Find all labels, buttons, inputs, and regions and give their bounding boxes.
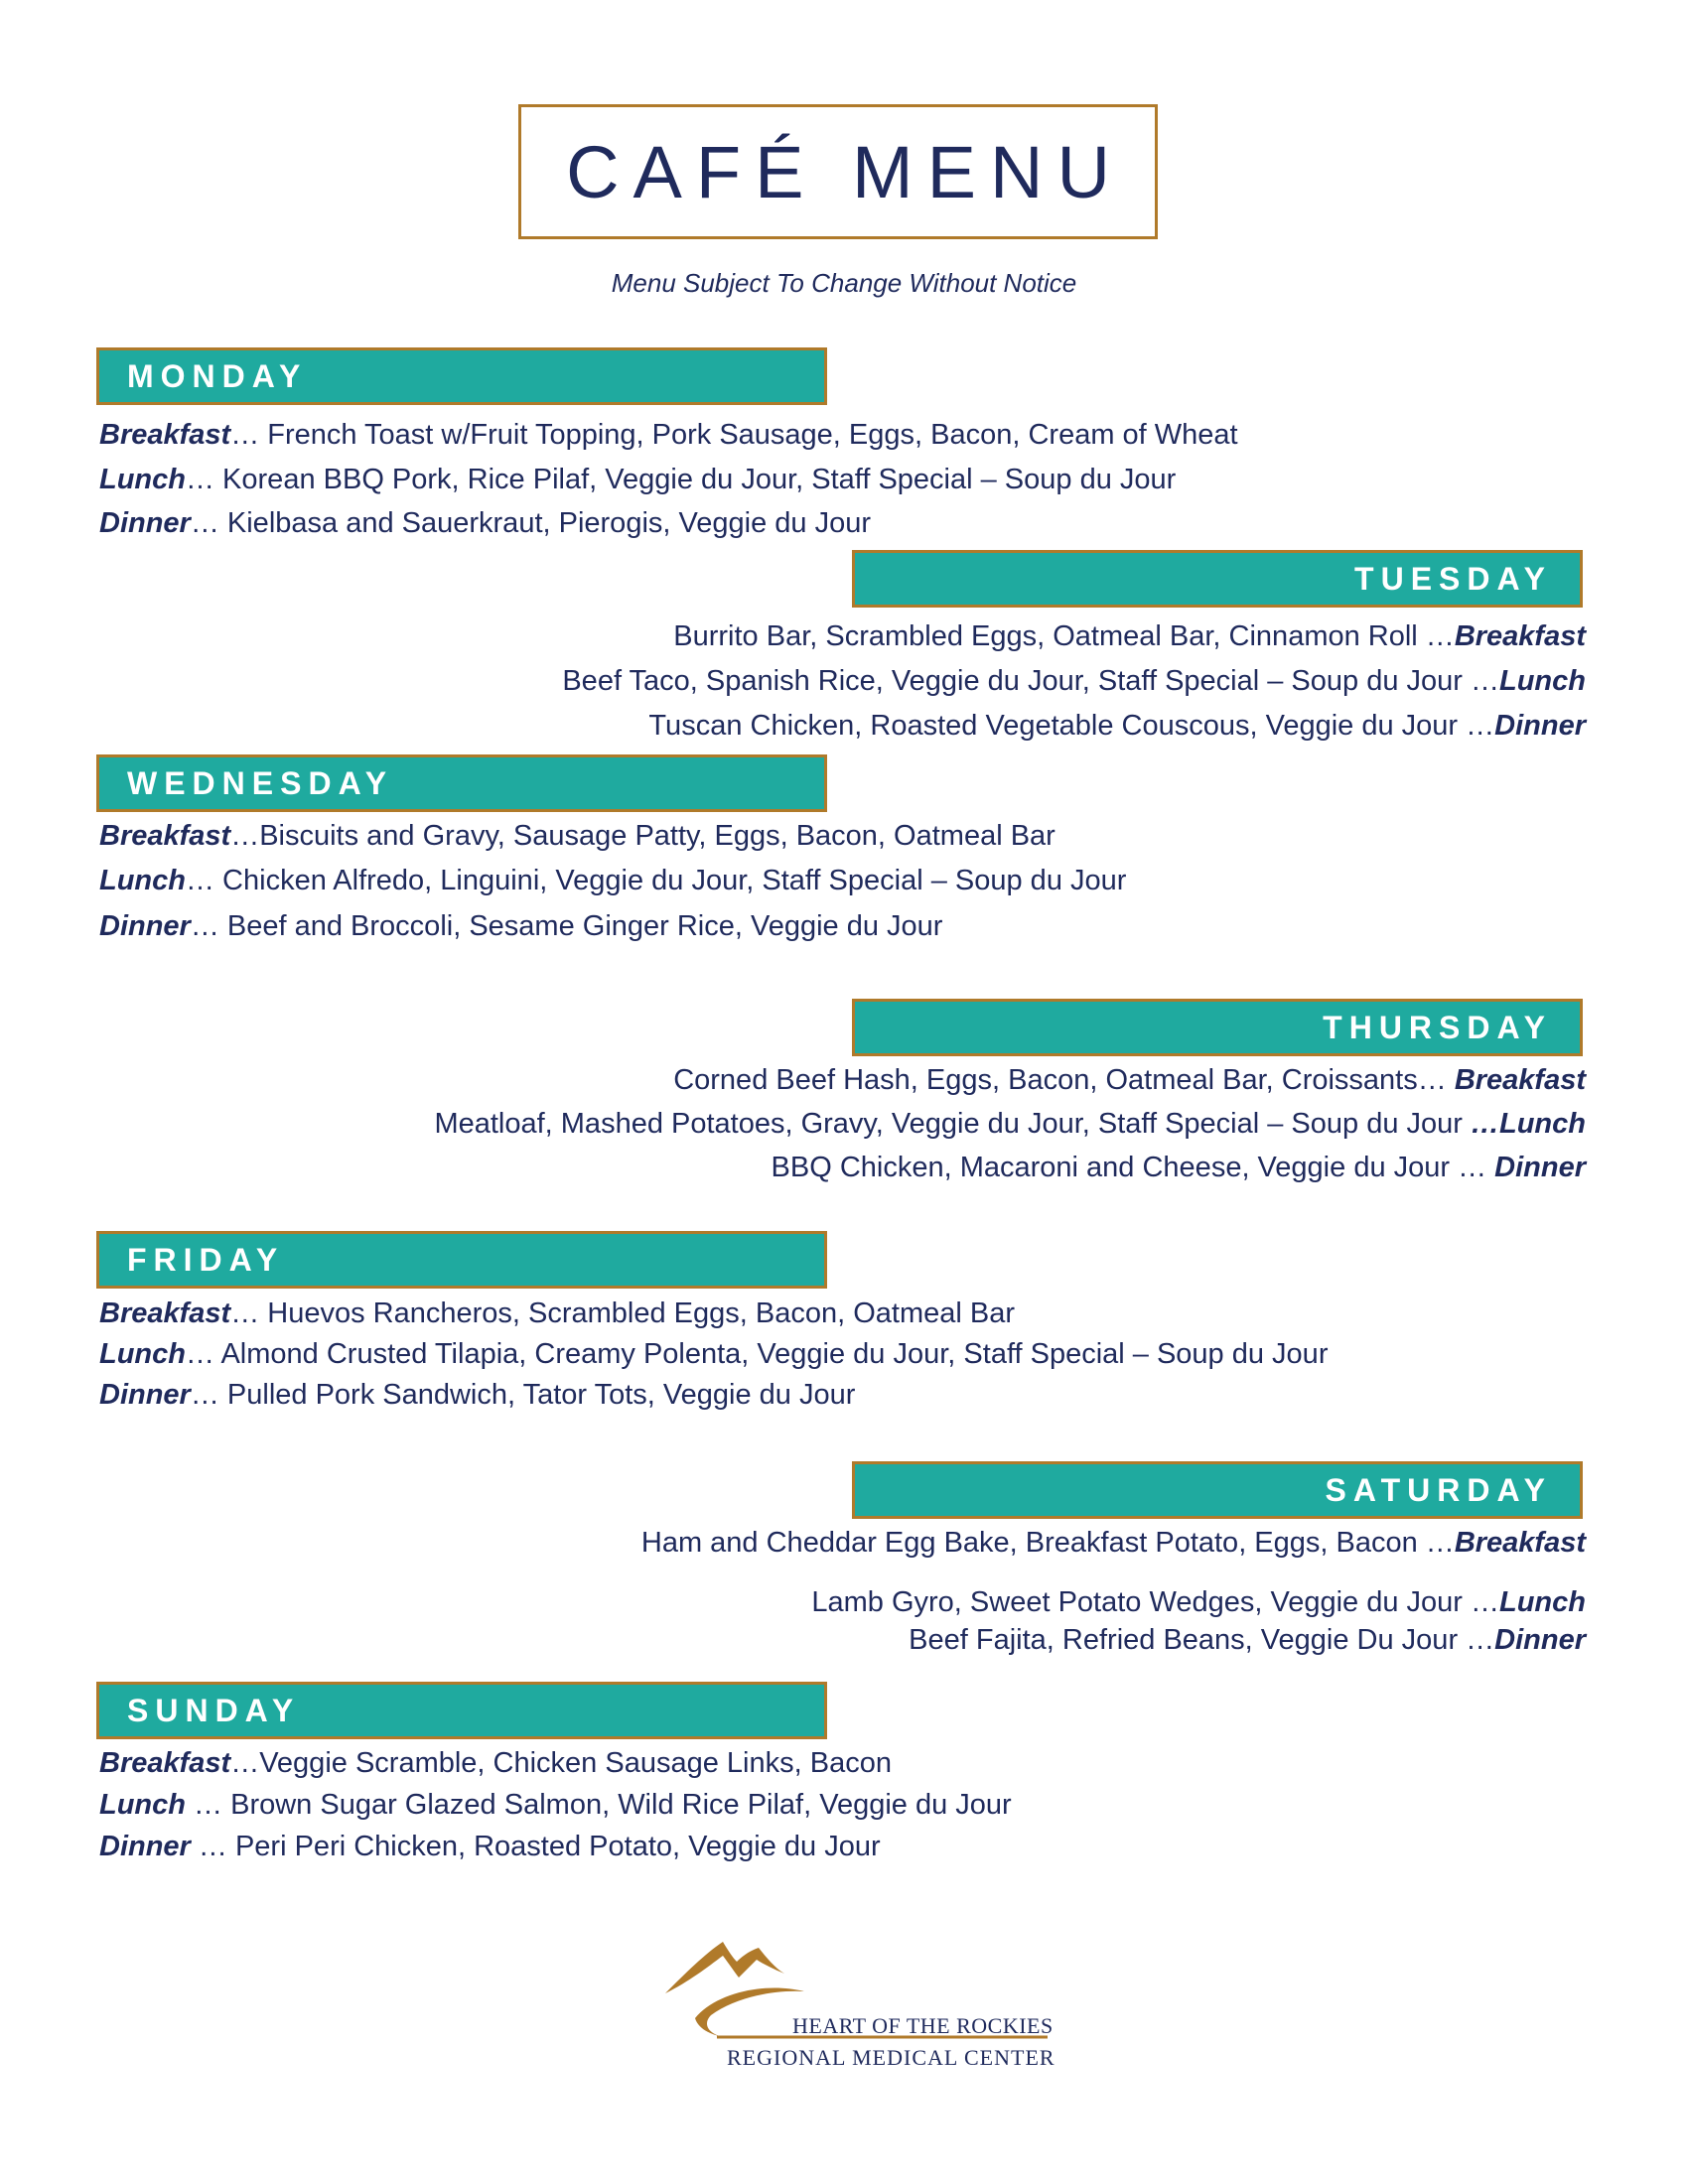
meal-items: … Korean BBQ Pork, Rice Pilaf, Veggie du Jour, Staff Special – Soup du Jour [186, 464, 1177, 495]
sunday-breakfast [99, 1747, 892, 1780]
meal-items: …Biscuits and Gravy, Sausage Patty, Eggs, Bacon, Oatmeal Bar [230, 820, 1055, 852]
monday-dinner [99, 507, 871, 540]
meal-label: Dinner [99, 910, 191, 942]
day-header-tuesday [852, 550, 1583, 608]
day-header-saturday [852, 1461, 1583, 1519]
day-header-friday [96, 1231, 827, 1289]
day-label: FRIDAY [127, 1241, 285, 1278]
meal-label: Lunch [99, 464, 186, 495]
thursday-dinner [772, 1152, 1586, 1184]
logo-line1: HEART OF THE ROCKIES [792, 2013, 1054, 2038]
meal-label: Lunch [99, 1789, 195, 1821]
meal-items: Tuscan Chicken, Roasted Vegetable Couscous, Veggie du Jour … [648, 710, 1495, 742]
meal-label: Dinner [99, 507, 191, 539]
sunday-lunch [99, 1789, 1012, 1822]
saturday-breakfast [641, 1527, 1586, 1560]
tuesday-breakfast [673, 620, 1586, 653]
friday-breakfast [99, 1297, 1015, 1330]
thursday-breakfast [673, 1064, 1586, 1097]
wednesday-dinner [99, 910, 942, 943]
day-label: SUNDAY [127, 1692, 301, 1728]
meal-label: Breakfast [99, 1297, 231, 1329]
meal-items: …Veggie Scramble, Chicken Sausage Links, Bacon [230, 1747, 892, 1779]
saturday-dinner [909, 1624, 1586, 1657]
meal-items: … Peri Peri Chicken, Roasted Potato, Veggie du Jour [198, 1831, 881, 1862]
friday-dinner [99, 1379, 855, 1412]
meal-label: Dinner [1494, 1624, 1586, 1656]
title-box [518, 104, 1158, 239]
thursday-lunch [434, 1108, 1586, 1141]
sunday-dinner [99, 1831, 881, 1863]
meal-items: Beef Fajita, Refried Beans, Veggie Du Jour … [909, 1624, 1495, 1656]
day-label: MONDAY [127, 357, 308, 394]
tuesday-lunch [562, 665, 1586, 698]
meal-label: …Lunch [1471, 1108, 1586, 1140]
meal-items: … Kielbasa and Sauerkraut, Pierogis, Veggie du Jour [190, 507, 871, 539]
meal-label: Breakfast [99, 1747, 231, 1779]
friday-lunch [99, 1338, 1328, 1371]
meal-items: … Huevos Rancheros, Scrambled Eggs, Bacon, Oatmeal Bar [230, 1297, 1015, 1329]
meal-label: Dinner [1494, 710, 1586, 742]
meal-items: … Almond Crusted Tilapia, Creamy Polenta, Veggie du Jour, Staff Special – Soup du Jour [186, 1338, 1329, 1370]
meal-label: Breakfast [1454, 1064, 1586, 1096]
meal-items: Ham and Cheddar Egg Bake, Breakfast Potato, Eggs, Bacon … [640, 1527, 1455, 1559]
meal-items: … Brown Sugar Glazed Salmon, Wild Rice Pilaf, Veggie du Jour [194, 1789, 1012, 1821]
meal-items: … Beef and Broccoli, Sesame Ginger Rice, Veggie du Jour [190, 910, 943, 942]
wednesday-breakfast [99, 820, 1055, 853]
day-label: WEDNESDAY [127, 764, 394, 801]
meal-label: Lunch [99, 865, 186, 896]
saturday-lunch [811, 1586, 1586, 1619]
monday-lunch [99, 464, 1176, 496]
meal-items: … French Toast w/Fruit Topping, Pork Sausage, Eggs, Bacon, Cream of Wheat [230, 419, 1238, 451]
meal-label: Dinner [1494, 1152, 1586, 1183]
monday-breakfast [99, 419, 1238, 452]
meal-label: Lunch [1499, 665, 1586, 697]
meal-label: Lunch [1499, 1586, 1586, 1618]
day-label: TUESDAY [1354, 560, 1552, 597]
meal-items: Corned Beef Hash, Eggs, Bacon, Oatmeal Bar, Croissants… [673, 1064, 1455, 1096]
meal-label: Breakfast [1454, 1527, 1586, 1559]
meal-items: Lamb Gyro, Sweet Potato Wedges, Veggie du Jour … [811, 1586, 1499, 1618]
tuesday-dinner [648, 710, 1586, 743]
logo-line2: REGIONAL MEDICAL CENTER [727, 2045, 1055, 2070]
meal-label: Dinner [99, 1379, 191, 1411]
meal-label: Breakfast [99, 419, 231, 451]
day-label: THURSDAY [1323, 1009, 1552, 1045]
meal-items: … Pulled Pork Sandwich, Tator Tots, Veggie du Jour [190, 1379, 856, 1411]
day-header-sunday [96, 1682, 827, 1739]
meal-label: Lunch [99, 1338, 186, 1370]
day-header-wednesday [96, 754, 827, 812]
page-title: CAFÉ MENU [566, 130, 1124, 213]
menu-notice: Menu Subject To Change Without Notice [611, 268, 1077, 298]
meal-items: Beef Taco, Spanish Rice, Veggie du Jour, Staff Special – Soup du Jour … [562, 665, 1499, 697]
meal-items: Meatloaf, Mashed Potatoes, Gravy, Veggie du Jour, Staff Special – Soup du Jour [434, 1108, 1471, 1140]
meal-label: Breakfast [99, 820, 231, 852]
wednesday-lunch [99, 865, 1126, 897]
day-header-monday [96, 347, 827, 405]
meal-items: BBQ Chicken, Macaroni and Cheese, Veggie du Jour … [771, 1152, 1495, 1183]
meal-items: … Chicken Alfredo, Linguini, Veggie du Jour, Staff Special – Soup du Jour [186, 865, 1127, 896]
meal-label: Dinner [99, 1831, 199, 1862]
day-header-thursday [852, 999, 1583, 1056]
day-label: SATURDAY [1325, 1471, 1552, 1508]
meal-label: Breakfast [1454, 620, 1586, 652]
meal-items: Burrito Bar, Scrambled Eggs, Oatmeal Bar, Cinnamon Roll … [673, 620, 1455, 652]
